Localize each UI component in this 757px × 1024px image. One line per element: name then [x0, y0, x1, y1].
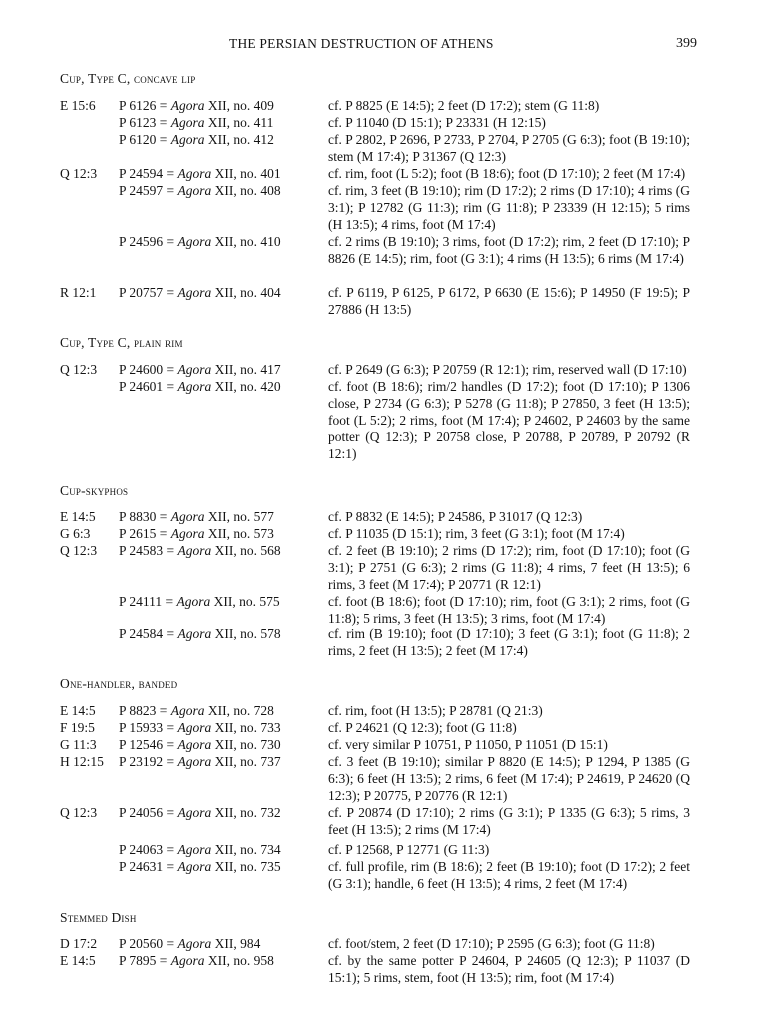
inventory-reference [119, 132, 274, 149]
inventory-reference [119, 953, 274, 970]
equals-sign: = [156, 132, 171, 147]
publication-reference: XII, no. 732 [214, 805, 281, 820]
inventory-number: P 24111 [119, 594, 163, 609]
publication-title: Agora [177, 183, 212, 198]
equals-sign: = [163, 285, 178, 300]
comparanda-note: cf. P 6119, P 6125, P 6172, P 6630 (E 15:6); P 14950 (F 19:5); P 27886 (H 13:5) [328, 285, 690, 317]
publication-reference: XII, no. 734 [214, 842, 281, 857]
equals-sign: = [163, 166, 178, 181]
publication-reference: XII, no. 577 [207, 509, 274, 524]
comparanda-note: cf. foot (B 18:6); foot (D 17:10); rim, foot (G 3:1); 2 rims, foot (G 11:8); 5 rims, 3 feet (H 13:5); 3 rims, foot (M 17:4) [328, 594, 690, 626]
equals-sign: = [163, 183, 178, 198]
equals-sign: = [163, 754, 178, 769]
page-number: 399 [676, 36, 697, 51]
deposit-code: G 11:3 [60, 737, 97, 752]
publication-reference: XII, no. 411 [207, 115, 274, 130]
equals-sign: = [162, 594, 177, 609]
equals-sign: = [156, 703, 171, 718]
inventory-reference [119, 362, 281, 379]
equals-sign: = [163, 737, 178, 752]
section-heading: Stemmed Dish [60, 910, 137, 925]
comparanda-note: cf. rim (B 19:10); foot (D 17:10); 3 feet (G 3:1); foot (G 11:8); 2 rims, 2 feet (H 13:5); 2 feet (M 17:4) [328, 626, 690, 658]
equals-sign: = [156, 115, 171, 130]
equals-sign: = [156, 98, 171, 113]
comparanda-note: cf. P 8825 (E 14:5); 2 feet (D 17:2); stem (G 11:8) [328, 98, 600, 113]
section-heading: Cup, Type C, concave lip [60, 71, 196, 86]
inventory-number: P 24594 [119, 166, 164, 181]
comparanda-note: cf. P 8832 (E 14:5); P 24586, P 31017 (Q 12:3) [328, 509, 583, 524]
inventory-reference [119, 703, 274, 720]
publication-title: Agora [170, 115, 205, 130]
publication-reference: XII, no. 573 [207, 526, 274, 541]
inventory-number: P 8823 [119, 703, 157, 718]
publication-reference: XII, no. 568 [214, 543, 281, 558]
inventory-reference [119, 526, 274, 543]
inventory-reference [119, 754, 281, 771]
publication-reference: XII, no. 404 [214, 285, 281, 300]
equals-sign: = [163, 234, 178, 249]
publication-title: Agora [170, 132, 205, 147]
deposit-code: G 6:3 [60, 526, 91, 541]
publication-title: Agora [177, 936, 212, 951]
publication-title: Agora [177, 234, 212, 249]
inventory-reference [119, 166, 281, 183]
inventory-reference [119, 234, 281, 251]
inventory-number: P 6123 [119, 115, 157, 130]
publication-title: Agora [177, 805, 212, 820]
comparanda-note: cf. rim, 3 feet (B 19:10); rim (D 17:2); 2 rims (D 17:10); 4 rims (G 3:1); P 12782 (G 11:3); rim (G 11:8); P 23339 (H 12:15); 5 rims (H 13:5); 4 rims, foot (M 17:4) [328, 183, 690, 232]
publication-title: Agora [170, 953, 205, 968]
comparanda-note: cf. full profile, rim (B 18:6); 2 feet (B 19:10); foot (D 17:2); 2 feet (G 3:1); handle, 6 feet (H 13:5); 4 rims, 2 feet (M 17:4) [328, 859, 690, 891]
inventory-number: P 6126 [119, 98, 157, 113]
inventory-number: P 12546 [119, 737, 164, 752]
deposit-code: D 17:2 [60, 936, 98, 951]
publication-title: Agora [176, 594, 211, 609]
publication-title: Agora [177, 362, 212, 377]
inventory-number: P 2615 [119, 526, 157, 541]
deposit-code: Q 12:3 [60, 543, 98, 558]
inventory-reference [119, 115, 273, 132]
publication-reference: XII, no. 958 [207, 953, 274, 968]
publication-title: Agora [177, 737, 212, 752]
publication-reference: XII, no. 737 [214, 754, 281, 769]
equals-sign: = [163, 805, 178, 820]
comparanda-note: cf. P 20874 (D 17:10); 2 rims (G 3:1); P 1335 (G 6:3); 5 rims, 3 feet (H 13:5); 2 rims (M 17:4) [328, 805, 690, 837]
publication-title: Agora [177, 842, 212, 857]
equals-sign: = [163, 720, 178, 735]
equals-sign: = [156, 509, 171, 524]
inventory-reference [119, 842, 281, 859]
inventory-reference [119, 183, 281, 200]
publication-reference: XII, 984 [214, 936, 261, 951]
deposit-code: F 19:5 [60, 720, 95, 735]
inventory-number: P 24597 [119, 183, 164, 198]
publication-reference: XII, no. 417 [214, 362, 281, 377]
publication-title: Agora [177, 720, 212, 735]
inventory-number: P 24583 [119, 543, 164, 558]
publication-title: Agora [170, 526, 205, 541]
comparanda-note: cf. very similar P 10751, P 11050, P 11051 (D 15:1) [328, 737, 608, 752]
equals-sign: = [163, 626, 178, 641]
comparanda-note: cf. by the same potter P 24604, P 24605 (Q 12:3); P 11037 (D 15:1); 5 rims, stem, foot (H 13:5); rim, foot (M 17:4) [328, 953, 690, 985]
deposit-code: Q 12:3 [60, 805, 98, 820]
publication-title: Agora [170, 98, 205, 113]
page-header [0, 36, 757, 56]
inventory-reference [119, 285, 281, 302]
inventory-number: P 8830 [119, 509, 157, 524]
comparanda-note: cf. 3 feet (B 19:10); similar P 8820 (E 14:5); P 1294, P 1385 (G 6:3); 6 feet (H 13:5); 2 rims, 6 feet (M 17:4); P 24619, P 24620 (Q 12:3); P 20775, P 20776 (R 12:1) [328, 754, 690, 803]
publication-reference: XII, no. 578 [214, 626, 281, 641]
publication-title: Agora [170, 509, 205, 524]
publication-reference: XII, no. 728 [207, 703, 274, 718]
comparanda-note: cf. P 24621 (Q 12:3); foot (G 11:8) [328, 720, 517, 735]
inventory-number: P 24596 [119, 234, 164, 249]
publication-reference: XII, no. 730 [214, 737, 281, 752]
running-title: THE PERSIAN DESTRUCTION OF ATHENS [229, 36, 494, 51]
inventory-reference [119, 805, 281, 822]
publication-reference: XII, no. 408 [214, 183, 281, 198]
deposit-code: Q 12:3 [60, 166, 98, 181]
publication-title: Agora [177, 626, 212, 641]
publication-title: Agora [177, 859, 212, 874]
inventory-number: P 6120 [119, 132, 157, 147]
inventory-number: P 24631 [119, 859, 164, 874]
inventory-reference [119, 594, 280, 611]
inventory-number: P 24056 [119, 805, 164, 820]
deposit-code: E 14:5 [60, 703, 96, 718]
publication-reference: XII, no. 575 [213, 594, 280, 609]
inventory-number: P 20757 [119, 285, 164, 300]
comparanda-note: cf. rim, foot (L 5:2); foot (B 18:6); foot (D 17:10); 2 feet (M 17:4) [328, 166, 686, 181]
publication-reference: XII, no. 409 [207, 98, 274, 113]
deposit-code: R 12:1 [60, 285, 97, 300]
inventory-number: P 15933 [119, 720, 164, 735]
comparanda-note: cf. 2 feet (B 19:10); 2 rims (D 17:2); rim, foot (D 17:10); foot (G 3:1); P 2751 (G 6:3); 2 rims (G 11:8); 4 rims, 7 feet (H 13:5); 6 rims, 3 feet (M 17:4); P 20771 (R 12:1) [328, 543, 690, 592]
inventory-number: P 24063 [119, 842, 164, 857]
equals-sign: = [163, 859, 178, 874]
publication-title: Agora [177, 543, 212, 558]
deposit-code: E 15:6 [60, 98, 96, 113]
inventory-reference [119, 859, 281, 876]
publication-title: Agora [170, 703, 205, 718]
equals-sign: = [163, 936, 178, 951]
equals-sign: = [156, 526, 171, 541]
inventory-reference [119, 543, 281, 560]
publication-reference: XII, no. 420 [214, 379, 281, 394]
comparanda-note: cf. 2 rims (B 19:10); 3 rims, foot (D 17:2); rim, 2 feet (D 17:10); P 8826 (E 14:5); rim, foot (G 3:1); 4 rims (H 13:5); 6 rims (M 17:4) [328, 234, 690, 266]
comparanda-note: cf. P 12568, P 12771 (G 11:3) [328, 842, 490, 857]
publication-reference: XII, no. 410 [214, 234, 281, 249]
comparanda-note: cf. P 11040 (D 15:1); P 23331 (H 12:15) [328, 115, 546, 130]
publication-title: Agora [177, 754, 212, 769]
inventory-reference [119, 720, 281, 737]
comparanda-note: cf. P 2802, P 2696, P 2733, P 2704, P 2705 (G 6:3); foot (B 19:10); stem (M 17:4); P 31367 (Q 12:3) [328, 132, 691, 164]
comparanda-note: cf. P 2649 (G 6:3); P 20759 (R 12:1); rim, reserved wall (D 17:10) [328, 362, 687, 377]
inventory-number: P 23192 [119, 754, 164, 769]
deposit-code: H 12:15 [60, 754, 104, 769]
inventory-number: P 24601 [119, 379, 164, 394]
equals-sign: = [163, 379, 178, 394]
equals-sign: = [156, 953, 171, 968]
inventory-reference [119, 936, 260, 953]
comparanda-note: cf. foot (B 18:6); rim/2 handles (D 17:2); foot (D 17:10); P 1306 close, P 2734 (G 6:3); P 5278 (G 11:8); P 27850, 3 feet (H 13:5); foot (L 5:2); 2 rims, foot (M 17:4); P 24602, P 24603 by the same potter (Q 12:3); P 20758 close, P 20788, P 20789, P 20792 (R 12:1) [328, 379, 690, 462]
section-heading: One-handler, banded [60, 676, 178, 691]
equals-sign: = [163, 543, 178, 558]
publication-title: Agora [177, 166, 212, 181]
inventory-reference [119, 737, 281, 754]
section-heading: Cup-skyphos [60, 483, 129, 498]
publication-title: Agora [177, 285, 212, 300]
inventory-reference [119, 98, 274, 115]
deposit-code: Q 12:3 [60, 362, 98, 377]
publication-reference: XII, no. 412 [207, 132, 274, 147]
deposit-code: E 14:5 [60, 509, 96, 524]
comparanda-note: cf. P 11035 (D 15:1); rim, 3 feet (G 3:1); foot (M 17:4) [328, 526, 625, 541]
publication-title: Agora [177, 379, 212, 394]
section-heading: Cup, Type C, plain rim [60, 335, 183, 350]
publication-reference: XII, no. 733 [214, 720, 281, 735]
inventory-reference [119, 379, 281, 396]
inventory-number: P 24584 [119, 626, 164, 641]
deposit-code: E 14:5 [60, 953, 96, 968]
inventory-reference [119, 509, 274, 526]
equals-sign: = [163, 362, 178, 377]
inventory-number: P 24600 [119, 362, 164, 377]
inventory-number: P 7895 [119, 953, 157, 968]
publication-reference: XII, no. 735 [214, 859, 281, 874]
comparanda-note: cf. rim, foot (H 13:5); P 28781 (Q 21:3) [328, 703, 543, 718]
inventory-reference [119, 626, 281, 643]
equals-sign: = [163, 842, 178, 857]
publication-reference: XII, no. 401 [214, 166, 281, 181]
inventory-number: P 20560 [119, 936, 164, 951]
comparanda-note: cf. foot/stem, 2 feet (D 17:10); P 2595 (G 6:3); foot (G 11:8) [328, 936, 655, 951]
